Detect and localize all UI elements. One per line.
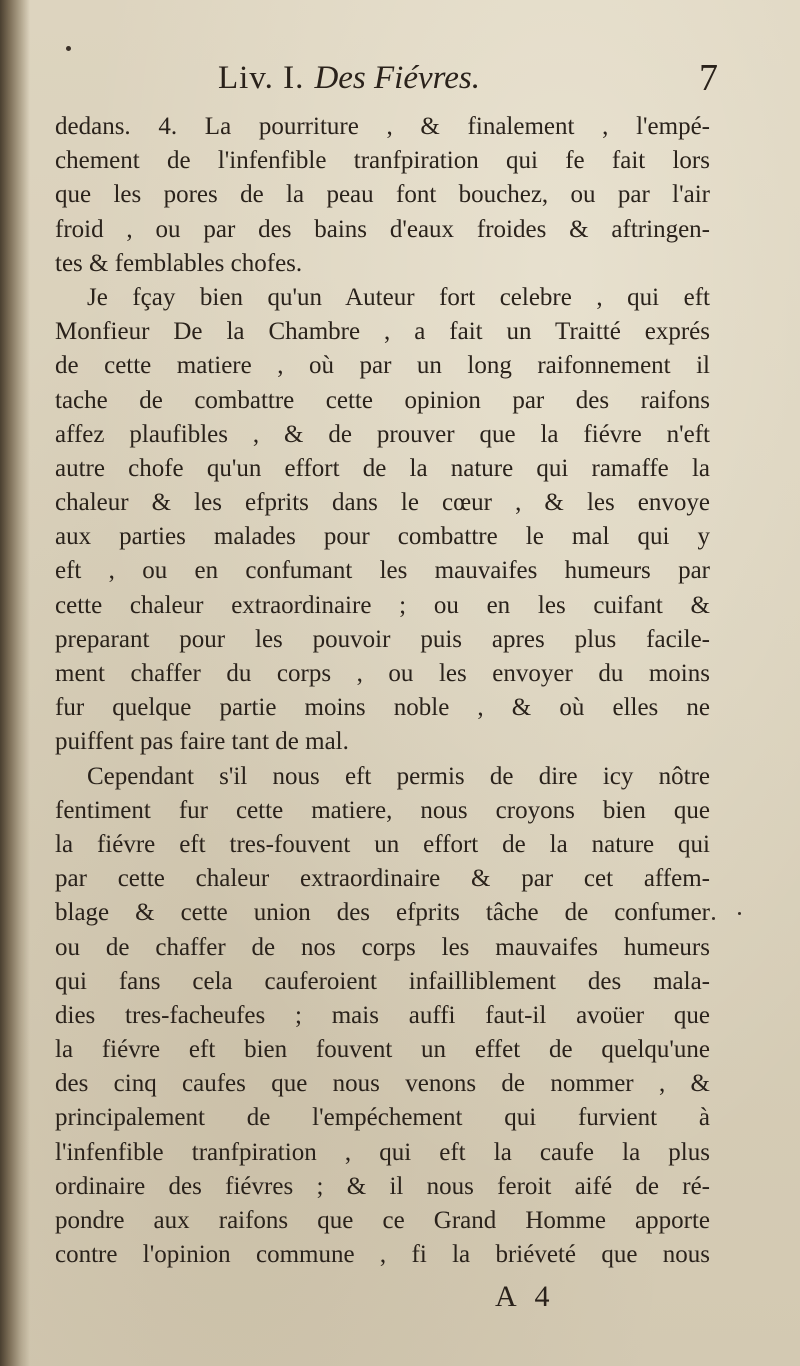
text-line: cette chaleur extraordinaire ; ou en les cuifant & — [55, 591, 710, 619]
book-label: Liv. I. — [218, 60, 305, 96]
text-line: ou de chaffer de nos corps les mauvaifes humeurs — [55, 933, 710, 961]
text-line: tes & femblables chofes. — [55, 249, 303, 277]
text-line: la fiévre eft tres-fouvent un effort de la nature qui — [55, 830, 710, 858]
text-line: par cette chaleur extraordinaire & par cet affem- — [55, 865, 710, 893]
text-line: chaleur & les efprits dans le cœur , & les envoye — [55, 489, 710, 517]
text-line: l'infenfible tranfpiration , qui eft la caufe la plus — [55, 1138, 710, 1166]
text-line: fur quelque partie moins noble , & où elles ne — [55, 694, 710, 722]
text-line: fentiment fur cette matiere, nous croyons bien que — [55, 796, 710, 824]
text-line: Je fçay bien qu'un Auteur fort celebre , qui eft — [87, 283, 710, 311]
text-line: affez plaufibles , & de prouver que la fiévre n'eft — [55, 420, 710, 448]
text-line: aux parties malades pour combattre le mal qui y — [55, 523, 710, 551]
text-line: qui fans cela cauferoient infailliblement des mala- — [55, 967, 710, 995]
text-line: ment chaffer du corps , ou les envoyer du moins — [55, 660, 710, 687]
text-line: dedans. 4. La pourriture , & finalement , l'empé- — [55, 113, 710, 140]
ink-spot — [738, 912, 741, 915]
text-line: chement de l'infenfible tranfpiration qui fe fait lors — [55, 147, 710, 175]
text-line: la fiévre eft bien fouvent un effet de quelqu'une — [55, 1036, 710, 1064]
running-header — [218, 58, 718, 98]
text-line: des cinq caufes que nous venons de nommer , & — [55, 1070, 710, 1098]
text-line: autre chofe qu'un effort de la nature qui ramaffe la — [55, 454, 710, 482]
chapter-title: Des Fiévres. — [314, 60, 480, 96]
text-line: de cette matiere , où par un long raifonnement il — [55, 352, 710, 380]
text-line: principalement de l'empéchement qui furvient à — [55, 1104, 710, 1132]
text-line: ordinaire des fiévres ; & il nous feroit aifé de ré- — [55, 1172, 710, 1200]
text-line: puiffent pas faire tant de mal. — [55, 728, 349, 756]
text-line: Cependant s'il nous eft permis de dire icy nôtre — [87, 762, 710, 790]
text-line: dies tres-facheufes ; mais auffi faut-il avoüer que — [55, 1001, 710, 1029]
text-line: froid , ou par des bains d'eaux froides & aftringen- — [55, 215, 710, 243]
text-line: contre l'opinion commune , fi la briéveté que nous — [55, 1241, 710, 1269]
ink-spot — [66, 46, 71, 51]
text-line: que les pores de la peau font bouchez, ou par l'air — [55, 181, 710, 209]
body-text — [55, 110, 710, 1272]
signature-mark: A 4 — [495, 1280, 556, 1313]
text-line: blage & cette union des efprits tâche de confumer — [55, 899, 710, 927]
page-number: 7 — [699, 57, 718, 99]
binding-shadow — [0, 0, 30, 1366]
text-line: pondre aux raifons que ce Grand Homme apporte — [55, 1207, 710, 1234]
text-line: tache de combattre cette opinion par des raifons — [55, 386, 710, 414]
text-line: Monfieur De la Chambre , a fait un Traitté exprés — [55, 318, 710, 346]
ink-spot — [712, 917, 715, 920]
text-line: eft , ou en confumant les mauvaifes humeurs par — [55, 557, 710, 585]
text-line: preparant pour les pouvoir puis apres plus facile- — [55, 625, 710, 653]
